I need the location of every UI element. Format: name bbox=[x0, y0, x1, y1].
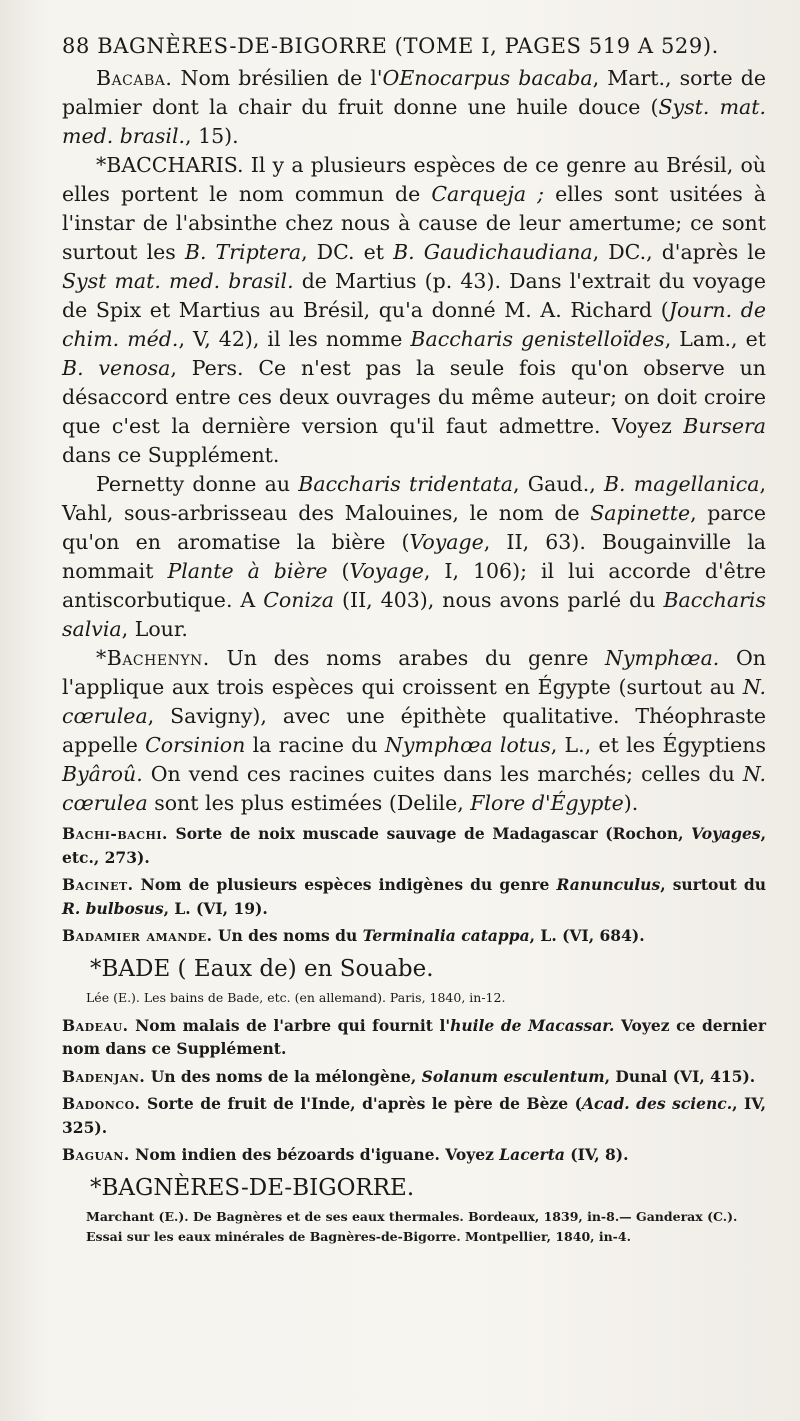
entry-text: (II, 403), nous avons parlé du bbox=[334, 588, 664, 612]
italic-text: Terminalia catappa bbox=[362, 926, 530, 945]
italic-text: Lacerta bbox=[499, 1145, 565, 1164]
italic-text: B. venosa bbox=[62, 356, 171, 380]
entry-text: , V, 42), il les nomme bbox=[178, 327, 411, 351]
entry-text: , IV, 325). bbox=[62, 1094, 766, 1137]
entry-bacinet bbox=[62, 873, 766, 920]
italic-text: Nymphœa. bbox=[605, 646, 720, 670]
entry-badonco bbox=[62, 1092, 766, 1139]
italic-text: Coniza bbox=[263, 588, 335, 612]
italic-text: Baccharis tridentata bbox=[298, 472, 514, 496]
italic-text: OEnocarpus bacaba bbox=[382, 66, 593, 90]
italic-text: Nymphœa lotus bbox=[384, 733, 551, 757]
bibliography-bade: Lée (E.). Les bains de Bade, etc. (en allemand). Paris, 1840, in-12. bbox=[86, 989, 506, 1005]
entry-text: Nom brésilien de l' bbox=[172, 66, 383, 90]
bibliography-bagneres: Marchant (E.). De Bagnères et de ses eaux thermales. Bordeaux, 1839, in-8.— Ganderax (C.). Essai sur les eaux minérales de Bagnères-de-Bigorre. Montpellier, 1840, in-4. bbox=[86, 1208, 738, 1244]
entry-bacaba bbox=[62, 64, 766, 151]
italic-text: Voyage bbox=[409, 530, 484, 554]
entry-term: Bacinet. bbox=[62, 875, 134, 894]
entry-text: , Lour. bbox=[121, 617, 188, 641]
entry-text: , Savigny), avec une épithète qualitative. Théophraste appelle bbox=[62, 704, 766, 757]
entry-text: , surtout du bbox=[660, 875, 766, 894]
italic-text: Carqueja ; bbox=[431, 182, 545, 206]
entry-text: , Vahl, sous-arbrisseau des Malouines, le nom de bbox=[62, 472, 766, 525]
section-heading-bade: *BADE ( Eaux de) en Souabe. bbox=[90, 955, 434, 982]
italic-text: R. bulbosus bbox=[62, 898, 164, 918]
italic-text: Bursera bbox=[683, 414, 766, 438]
entry-text: , Dunal (VI, 415). bbox=[604, 1066, 756, 1086]
entry-text: Un des noms arabes du genre bbox=[209, 646, 606, 670]
entry-text: , I, 106); il lui accorde d'être antiscorbutique. A bbox=[62, 559, 766, 612]
entry-text: Pernetty donne au bbox=[96, 472, 299, 496]
entry-term: Badeau. bbox=[62, 1015, 129, 1035]
italic-text: Flore d'Égypte bbox=[470, 791, 624, 815]
italic-text: Baccharis genistelloïdes bbox=[410, 327, 665, 351]
entry-text: la racine du bbox=[245, 733, 385, 757]
entry-text: ( bbox=[327, 559, 350, 583]
italic-text: Journ. de chim. méd. bbox=[62, 298, 766, 351]
entry-badamier bbox=[62, 924, 766, 948]
entry-term: Bacaba. bbox=[96, 66, 173, 90]
entry-term: Badenjan. bbox=[62, 1066, 146, 1086]
entry-text: elles sont usitées à l'instar de l'absinthe chez nous à cause de leur amertume; ce sont surtout les bbox=[62, 182, 767, 264]
entry-term: *BACCHARIS. bbox=[96, 153, 244, 177]
italic-text: huile de Macassar. bbox=[450, 1015, 615, 1035]
entry-text: (IV, 8). bbox=[564, 1145, 629, 1164]
entry-text: , II, 63). Bougainville la nommait bbox=[62, 530, 766, 583]
entry-text: , Lam., et bbox=[664, 327, 766, 351]
italic-text: Syst. mat. med. brasil. bbox=[62, 95, 766, 148]
entry-text: , etc., 273). bbox=[62, 824, 766, 867]
italic-text: Solanum esculentum bbox=[421, 1066, 605, 1086]
entry-text: Un des noms de la mélongène, bbox=[145, 1066, 422, 1086]
entry-text: , DC., d'après le bbox=[592, 240, 766, 264]
italic-text: Plante à bière bbox=[167, 559, 328, 583]
entry-text: Nom malais de l'arbre qui fournit l' bbox=[128, 1015, 451, 1035]
entry-term: Bachi-bachi. bbox=[62, 824, 168, 843]
entry-text: On vend ces racines cuites dans les marchés; celles du bbox=[142, 762, 743, 786]
italic-text: Sapinette bbox=[590, 501, 691, 525]
entry-text: de Martius (p. 43). Dans l'extrait du voyage de Spix et Martius au Brésil, qu'a donné M. A. Richard ( bbox=[62, 269, 766, 322]
italic-text: Voyage bbox=[349, 559, 424, 583]
entry-baccharis bbox=[62, 151, 766, 470]
entry-text: , Pers. Ce n'est pas la seule fois qu'on observe un désaccord entre ces deux ouvrages du même auteur; on doit croire que c'est la dernière version qu'il faut admettre. Voyez bbox=[62, 356, 766, 438]
italic-text: Syst mat. med. brasil. bbox=[62, 269, 294, 293]
entry-text: Il y a plusieurs espèces de ce genre au Brésil, où elles portent le nom commun de bbox=[62, 153, 766, 206]
entry-text: , L., et les Égyptiens bbox=[550, 733, 766, 757]
italic-text: Byâroû. bbox=[62, 762, 143, 786]
entry-bachi-bachi bbox=[62, 822, 766, 869]
entry-text: , Mart., sorte de palmier dont la chair du fruit donne une huile douce ( bbox=[62, 66, 767, 119]
entry-badenjan bbox=[62, 1065, 766, 1089]
italic-text: N. cœrulea bbox=[62, 762, 766, 815]
entry-text: , 15). bbox=[185, 124, 239, 148]
italic-text: Baccharis salvia bbox=[62, 588, 766, 641]
entry-baguan bbox=[62, 1143, 766, 1167]
entry-badeau bbox=[62, 1014, 766, 1061]
entry-text: Nom indien des bézoards d'iguane. Voyez bbox=[129, 1145, 500, 1164]
entry-term: Badamier amande. bbox=[62, 926, 213, 945]
entry-text: Voyez ce dernier nom dans ce Supplément. bbox=[62, 1015, 767, 1058]
entry-term: Baguan. bbox=[62, 1145, 130, 1164]
running-head: 88 BAGNÈRES-DE-BIGORRE (TOME I, PAGES 519 A 529). bbox=[62, 34, 719, 58]
italic-text: B. Triptera bbox=[184, 240, 302, 264]
entry-text: , Gaud., bbox=[513, 472, 604, 496]
entry-text: Nom de plusieurs espèces indigènes du genre bbox=[133, 875, 557, 894]
section-heading-bagneres: *BAGNÈRES-DE-BIGORRE. bbox=[90, 1174, 415, 1201]
italic-text: B. Gaudichaudiana bbox=[393, 240, 593, 264]
entry-text: sont les plus estimées (Delile, bbox=[147, 791, 471, 815]
entry-text: Sorte de fruit de l'Inde, d'après le père de Bèze ( bbox=[140, 1094, 582, 1113]
entry-bachenyn bbox=[62, 644, 766, 818]
italic-text: Ranunculus bbox=[556, 875, 661, 894]
entry-text: , L. (VI, 19). bbox=[163, 898, 268, 918]
entry-text: dans ce Supplément. bbox=[62, 443, 280, 467]
entry-text: Un des noms du bbox=[212, 926, 363, 945]
entry-pernetty bbox=[62, 470, 766, 644]
entry-text: , DC. et bbox=[301, 240, 394, 264]
italic-text: Voyages bbox=[691, 824, 761, 843]
entry-text: On l'applique aux trois espèces qui croissent en Égypte (surtout au bbox=[62, 646, 766, 699]
entry-text: Sorte de noix muscade sauvage de Madagascar (Rochon, bbox=[167, 824, 692, 843]
entry-text: , parce qu'on en aromatise la bière ( bbox=[62, 501, 766, 554]
entry-text: , L. (VI, 684). bbox=[529, 926, 645, 945]
entry-text: ). bbox=[623, 791, 639, 815]
italic-text: Acad. des scienc. bbox=[581, 1094, 733, 1113]
italic-text: Corsinion bbox=[145, 733, 246, 757]
italic-text: B. magellanica bbox=[603, 472, 760, 496]
italic-text: N. cœrulea bbox=[62, 675, 766, 728]
entry-term: Badonco. bbox=[62, 1094, 141, 1113]
entry-term: *Bachenyn. bbox=[96, 646, 210, 670]
